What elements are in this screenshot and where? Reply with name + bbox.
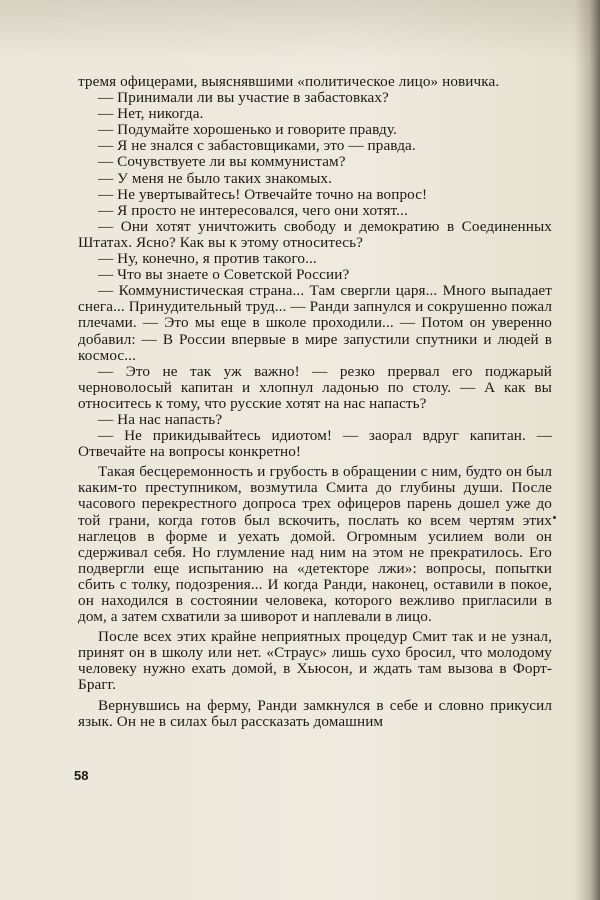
paragraph: — Не прикидывайтесь идиотом! — заорал вдруг капитан. — Отвечайте на вопросы конкретно! — [78, 427, 552, 461]
paragraph: — Коммунистическая страна... Там свергли царя... Много выпадает снега... Принудительный труд... — Ранди запнулся и сокрушенно пожал плечами. — Это мы еще в школе проходили... — Потом он уверенно добавил: — В России впервые в мире запустили спутники и людей в космос... — [78, 282, 552, 364]
paragraph: — Что вы знаете о Советской России? — [98, 266, 350, 284]
paragraph: Такая бесцеремонность и грубость в обращении с ним, будто он был каким-то преступником, возмутила Смита до глубины души. После часового перекрестного допроса трех офицеров парень дошел уже до той грани, когда готов был вскочить, послать ко всем чертям этих наглецов в форме и уехать домой. Огромным усилием воли он сдерживал себя. Но глумление над ним на этом не прекратилось. Его подвергли еще испытанию на «детекторе лжи»: вопросы, попытки сбить с толку, подозрения... И когда Ранди, наконец, оставили в покое, он находился в состоянии человека, которого вежливо пригласили в дом, а затем схватили за шиворот и наплевали в лицо. — [78, 463, 552, 626]
paragraph: — На нас напасть? — [98, 410, 223, 428]
paragraph: — Подумайте хорошенько и говорите правду. — [98, 121, 397, 139]
paragraph: тремя офицерами, выяснявшими «политическое лицо» новичка. — [78, 73, 500, 90]
page-shadow — [0, 0, 600, 60]
book-spine-edge — [574, 0, 600, 900]
page-number: 58 — [74, 768, 89, 783]
paragraph: Вернувшись на ферму, Ранди замкнулся в себе и словно прикусил язык. Он не в силах был рассказать домашним — [78, 696, 552, 730]
body-text — [78, 74, 552, 730]
print-speck — [553, 516, 556, 519]
paragraph: — Ну, конечно, я против такого... — [98, 250, 317, 268]
paragraph: После всех этих крайне неприятных процедур Смит так и не узнал, принят он в школу или нет. «Страус» лишь сухо бросил, что молодому человеку нужно ехать домой, в Хьюсон, и ждать там вызова в Форт-Брагг. — [78, 628, 552, 694]
paragraph: — Нет, никогда. — [98, 105, 204, 123]
paragraph: — У меня не было таких знакомых. — [98, 169, 333, 187]
paragraph: — Сочувствуете ли вы коммунистам? — [98, 153, 346, 171]
paragraph: — Они хотят уничтожить свободу и демократию в Соединенных Штатах. Ясно? Как вы к этому относитесь? — [78, 217, 552, 251]
paragraph: — Принимали ли вы участие в забастовках? — [98, 89, 389, 107]
paragraph: — Не увертывайтесь! Отвечайте точно на вопрос! — [98, 185, 428, 203]
paragraph: — Это не так уж важно! — резко прервал его поджарый черноволосый капитан и хлопнул ладонью по столу. — А как вы относитесь к тому, что русские хотят на нас напасть? — [78, 362, 552, 412]
paragraph: — Я просто не интересовался, чего они хотят... — [98, 201, 408, 219]
paragraph: — Я не знался с забастовщиками, это — правда. — [98, 137, 416, 155]
